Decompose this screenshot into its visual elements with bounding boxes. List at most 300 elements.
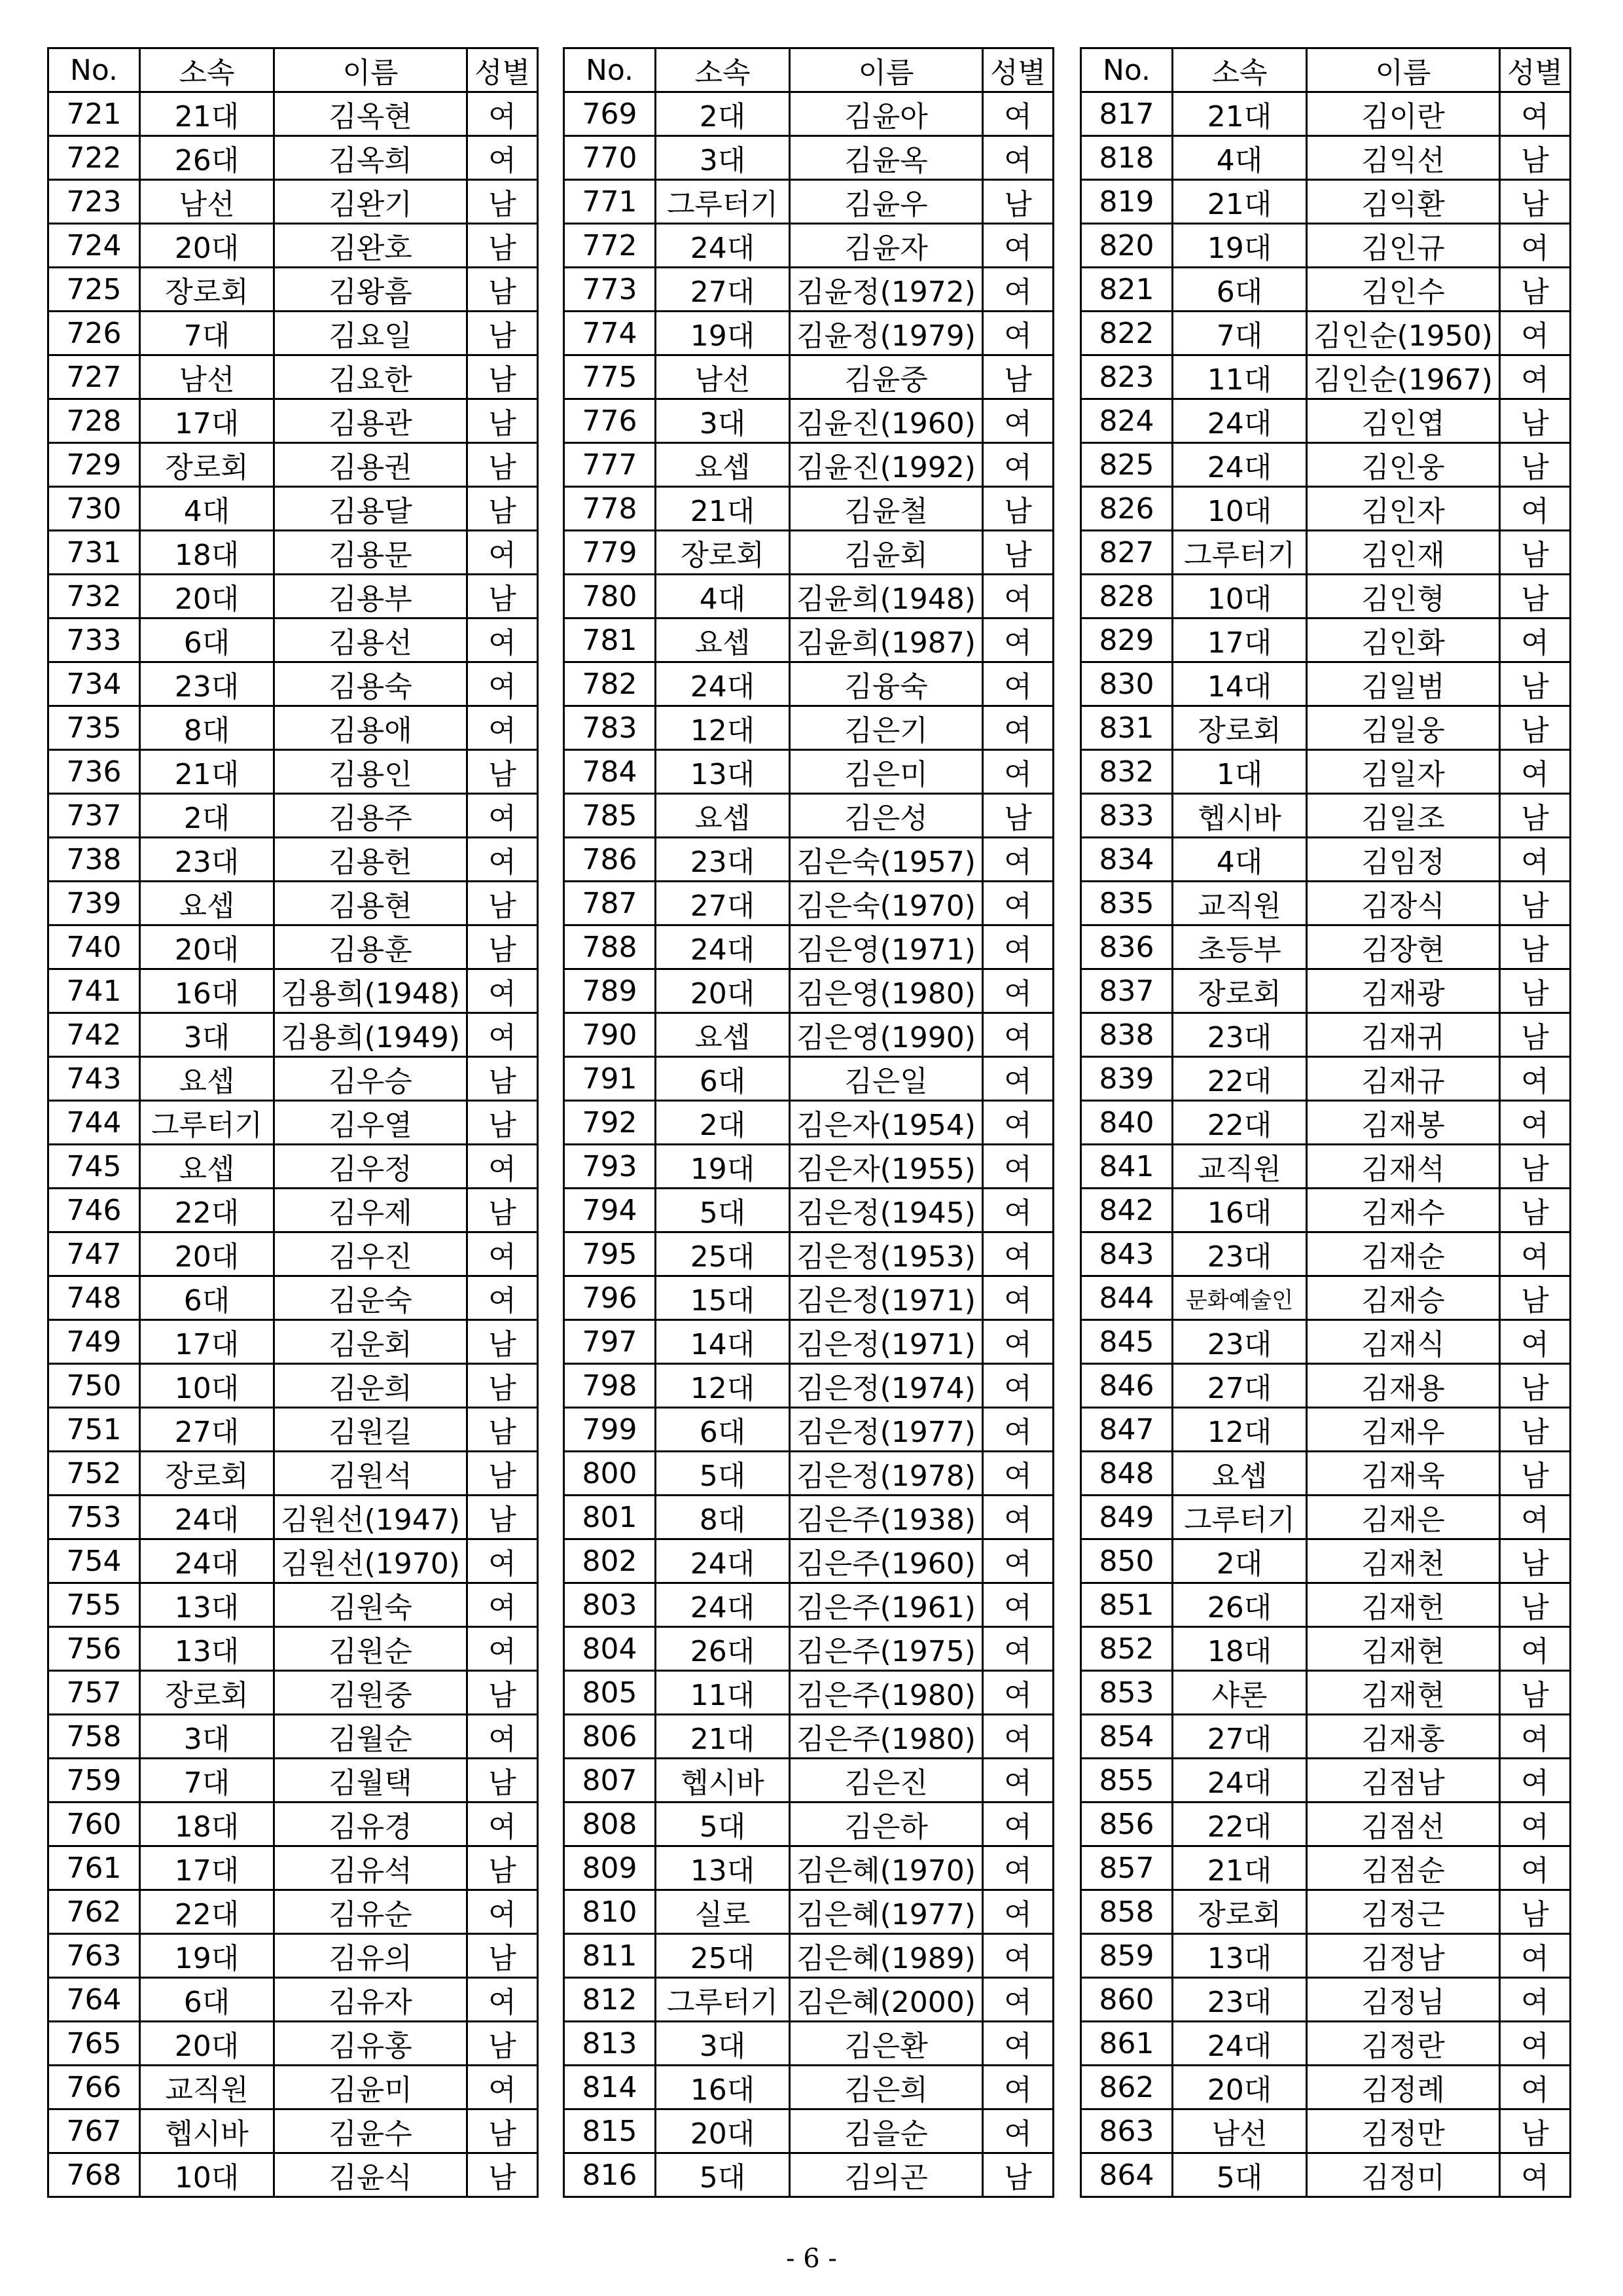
cell-no: 791 [564,1057,656,1101]
table-row [1081,1145,1571,1189]
cell-sex: 여 [467,1803,538,1846]
table-row [48,92,538,136]
cell-name: 김재은 [1307,1496,1500,1539]
table-row [1081,794,1571,838]
header-affiliation: 소속 [1173,48,1307,92]
table-row [48,1627,538,1671]
cell-no: 763 [48,1934,140,1978]
cell-sex: 여 [467,838,538,882]
header-sex: 성별 [467,48,538,92]
cell-no: 725 [48,268,140,312]
table-row [48,1408,538,1452]
cell-affiliation: 4대 [656,575,790,619]
cell-name: 김용부 [274,575,467,619]
table-row [1081,619,1571,662]
cell-affiliation: 21대 [1173,180,1307,224]
cell-name: 김은정(1974) [790,1364,983,1408]
cell-no: 772 [564,224,656,268]
cell-no: 833 [1081,794,1173,838]
table-row [564,882,1054,925]
cell-name: 김완호 [274,224,467,268]
cell-no: 742 [48,1013,140,1057]
cell-sex: 남 [467,1934,538,1978]
cell-sex: 남 [467,1057,538,1101]
table-row [564,1013,1054,1057]
table-row [1081,1803,1571,1846]
cell-name: 김은환 [790,2022,983,2066]
cell-affiliation: 장로회 [1173,706,1307,750]
cell-affiliation: 3대 [140,1715,274,1759]
table-row [48,2153,538,2197]
cell-sex: 남 [1500,1452,1571,1496]
cell-no: 851 [1081,1583,1173,1627]
cell-name: 김장현 [1307,925,1500,969]
table-row [48,1671,538,1715]
cell-affiliation: 25대 [656,1232,790,1276]
cell-no: 837 [1081,969,1173,1013]
table-row [1081,1539,1571,1583]
roster-tables [0,47,1623,2233]
cell-affiliation: 3대 [656,2022,790,2066]
cell-name: 김은주(1961) [790,1583,983,1627]
cell-sex: 남 [1500,443,1571,487]
table-row [48,399,538,443]
cell-affiliation: 5대 [656,1452,790,1496]
cell-affiliation: 2대 [1173,1539,1307,1583]
cell-sex: 남 [467,1452,538,1496]
cell-no: 812 [564,1978,656,2022]
table-row [564,1320,1054,1364]
cell-no: 727 [48,355,140,399]
cell-sex: 남 [467,2109,538,2153]
table-row [1081,487,1571,531]
table-row [564,355,1054,399]
cell-no: 818 [1081,136,1173,180]
cell-affiliation: 26대 [656,1627,790,1671]
cell-affiliation: 2대 [140,794,274,838]
cell-no: 756 [48,1627,140,1671]
cell-name: 김운회 [274,1320,467,1364]
cell-name: 김왕흠 [274,268,467,312]
cell-sex: 남 [1500,882,1571,925]
cell-sex: 남 [467,2022,538,2066]
cell-name: 김을순 [790,2109,983,2153]
cell-affiliation: 헵시바 [140,2109,274,2153]
table-row [48,882,538,925]
cell-sex: 여 [983,1759,1054,1803]
cell-sex: 여 [467,92,538,136]
cell-no: 848 [1081,1452,1173,1496]
cell-no: 826 [1081,487,1173,531]
cell-sex: 여 [983,136,1054,180]
cell-name: 김용관 [274,399,467,443]
cell-name: 김은주(1975) [790,1627,983,1671]
cell-affiliation: 1대 [1173,750,1307,794]
cell-sex: 여 [1500,2066,1571,2109]
cell-no: 860 [1081,1978,1173,2022]
cell-no: 733 [48,619,140,662]
cell-sex: 남 [983,355,1054,399]
cell-no: 765 [48,2022,140,2066]
cell-affiliation: 23대 [1173,1978,1307,2022]
cell-affiliation: 교직원 [1173,882,1307,925]
table-row [564,2022,1054,2066]
cell-sex: 여 [983,1189,1054,1232]
cell-no: 728 [48,399,140,443]
cell-affiliation: 헵시바 [1173,794,1307,838]
header-row [1081,48,1571,92]
cell-no: 856 [1081,1803,1173,1846]
cell-name: 김은영(1990) [790,1013,983,1057]
cell-sex: 여 [983,1627,1054,1671]
cell-affiliation: 6대 [656,1057,790,1101]
cell-affiliation: 요셉 [140,882,274,925]
cell-no: 823 [1081,355,1173,399]
cell-no: 795 [564,1232,656,1276]
cell-no: 819 [1081,180,1173,224]
cell-affiliation: 24대 [1173,443,1307,487]
cell-no: 755 [48,1583,140,1627]
table-row [1081,1846,1571,1890]
cell-name: 김윤정(1972) [790,268,983,312]
table-row [48,1890,538,1934]
table-row [1081,1627,1571,1671]
cell-sex: 여 [983,1671,1054,1715]
cell-sex: 남 [1500,1539,1571,1583]
cell-no: 788 [564,925,656,969]
roster-table-1 [47,47,539,2198]
cell-affiliation: 8대 [656,1496,790,1539]
table-row [564,224,1054,268]
cell-sex: 남 [1500,1145,1571,1189]
table-row [564,399,1054,443]
table-row [48,575,538,619]
table-row [564,1408,1054,1452]
cell-no: 780 [564,575,656,619]
cell-no: 732 [48,575,140,619]
cell-name: 김은성 [790,794,983,838]
cell-name: 김우정 [274,1145,467,1189]
cell-name: 김용훈 [274,925,467,969]
table-row [564,1715,1054,1759]
cell-sex: 여 [1500,1057,1571,1101]
cell-sex: 남 [1500,1890,1571,1934]
cell-name: 김은하 [790,1803,983,1846]
table-row [564,1452,1054,1496]
cell-sex: 남 [467,1320,538,1364]
table-row [1081,1057,1571,1101]
table-row [564,1978,1054,2022]
cell-affiliation: 23대 [1173,1013,1307,1057]
cell-sex: 남 [1500,399,1571,443]
cell-name: 김장식 [1307,882,1500,925]
cell-name: 김유자 [274,1978,467,2022]
cell-no: 835 [1081,882,1173,925]
table-row [564,838,1054,882]
table-row [48,1759,538,1803]
cell-affiliation: 3대 [656,399,790,443]
cell-affiliation: 27대 [656,268,790,312]
cell-sex: 여 [983,1452,1054,1496]
cell-name: 김재승 [1307,1276,1500,1320]
table-row [564,1671,1054,1715]
table-row [564,619,1054,662]
cell-no: 827 [1081,531,1173,575]
cell-sex: 여 [983,1496,1054,1539]
cell-affiliation: 14대 [1173,662,1307,706]
cell-sex: 여 [467,1013,538,1057]
cell-no: 757 [48,1671,140,1715]
cell-affiliation: 27대 [1173,1715,1307,1759]
cell-sex: 남 [467,750,538,794]
cell-name: 김윤중 [790,355,983,399]
cell-affiliation: 장로회 [1173,969,1307,1013]
cell-name: 김일자 [1307,750,1500,794]
cell-sex: 여 [983,92,1054,136]
cell-sex: 남 [1500,2109,1571,2153]
table-row [1081,2022,1571,2066]
cell-affiliation: 26대 [1173,1583,1307,1627]
cell-affiliation: 24대 [1173,1759,1307,1803]
cell-name: 김정남 [1307,1934,1500,1978]
cell-name: 김용권 [274,443,467,487]
cell-no: 805 [564,1671,656,1715]
cell-sex: 남 [467,2153,538,2197]
cell-affiliation: 20대 [140,925,274,969]
table-row [48,180,538,224]
table-row [48,224,538,268]
cell-name: 김윤진(1960) [790,399,983,443]
cell-affiliation: 12대 [656,706,790,750]
cell-name: 김용현 [274,882,467,925]
cell-sex: 여 [467,1715,538,1759]
cell-no: 806 [564,1715,656,1759]
cell-affiliation: 22대 [1173,1057,1307,1101]
table-row [1081,312,1571,355]
cell-affiliation: 요셉 [656,794,790,838]
cell-name: 김옥희 [274,136,467,180]
cell-name: 김윤회 [790,531,983,575]
table-row [1081,2066,1571,2109]
cell-name: 김은혜(1970) [790,1846,983,1890]
cell-no: 863 [1081,2109,1173,2153]
table-row [48,1539,538,1583]
cell-affiliation: 13대 [656,1846,790,1890]
cell-affiliation: 20대 [140,2022,274,2066]
cell-name: 김우진 [274,1232,467,1276]
cell-name: 김우제 [274,1189,467,1232]
cell-no: 785 [564,794,656,838]
table-row [1081,1232,1571,1276]
cell-sex: 남 [467,1189,538,1232]
cell-sex: 여 [983,2109,1054,2153]
cell-sex: 여 [1500,619,1571,662]
table-row [564,531,1054,575]
cell-affiliation: 25대 [656,1934,790,1978]
cell-name: 김정님 [1307,1978,1500,2022]
cell-sex: 여 [1500,1627,1571,1671]
cell-no: 841 [1081,1145,1173,1189]
table-row [564,2066,1054,2109]
cell-affiliation: 10대 [1173,575,1307,619]
cell-name: 김은정(1977) [790,1408,983,1452]
cell-name: 김인순(1950) [1307,312,1500,355]
cell-no: 766 [48,2066,140,2109]
cell-sex: 남 [1500,969,1571,1013]
table-row [1081,1671,1571,1715]
cell-affiliation: 4대 [1173,136,1307,180]
cell-name: 김은주(1980) [790,1715,983,1759]
cell-no: 832 [1081,750,1173,794]
cell-affiliation: 교직원 [1173,1145,1307,1189]
table-row [564,312,1054,355]
table-row [48,531,538,575]
table-row [1081,1452,1571,1496]
table-row [1081,925,1571,969]
cell-affiliation: 남선 [140,180,274,224]
cell-affiliation: 21대 [140,750,274,794]
cell-sex: 여 [1500,312,1571,355]
cell-sex: 남 [1500,531,1571,575]
cell-sex: 여 [1500,750,1571,794]
cell-name: 김옥현 [274,92,467,136]
cell-affiliation: 19대 [1173,224,1307,268]
cell-affiliation: 21대 [656,487,790,531]
cell-name: 김은숙(1957) [790,838,983,882]
cell-affiliation: 18대 [1173,1627,1307,1671]
cell-affiliation: 5대 [1173,2153,1307,2197]
cell-sex: 여 [467,1978,538,2022]
cell-sex: 여 [983,1320,1054,1364]
cell-no: 787 [564,882,656,925]
cell-affiliation: 남선 [140,355,274,399]
cell-sex: 여 [983,399,1054,443]
table-row [48,1452,538,1496]
table-row [48,268,538,312]
cell-name: 김은주(1938) [790,1496,983,1539]
cell-no: 847 [1081,1408,1173,1452]
cell-name: 김원선(1970) [274,1539,467,1583]
cell-sex: 여 [467,1627,538,1671]
table-row [1081,1890,1571,1934]
cell-affiliation: 헵시바 [656,1759,790,1803]
cell-affiliation: 23대 [140,662,274,706]
cell-affiliation: 5대 [656,1189,790,1232]
cell-name: 김인형 [1307,575,1500,619]
cell-no: 760 [48,1803,140,1846]
table-row [1081,706,1571,750]
cell-sex: 남 [467,224,538,268]
cell-affiliation: 요셉 [140,1145,274,1189]
cell-no: 798 [564,1364,656,1408]
table-row [48,1013,538,1057]
cell-affiliation: 10대 [140,2153,274,2197]
cell-name: 김은진 [790,1759,983,1803]
cell-sex: 남 [1500,1408,1571,1452]
cell-sex: 여 [983,1408,1054,1452]
cell-affiliation: 요셉 [1173,1452,1307,1496]
cell-affiliation: 그루터기 [656,1978,790,2022]
table-row [564,1189,1054,1232]
cell-affiliation: 23대 [1173,1232,1307,1276]
table-row [564,1759,1054,1803]
table-row [1081,969,1571,1013]
cell-sex: 남 [1500,1583,1571,1627]
cell-name: 김은미 [790,750,983,794]
cell-no: 857 [1081,1846,1173,1890]
cell-affiliation: 10대 [140,1364,274,1408]
cell-no: 738 [48,838,140,882]
cell-affiliation: 12대 [1173,1408,1307,1452]
cell-sex: 남 [467,882,538,925]
cell-no: 774 [564,312,656,355]
cell-affiliation: 20대 [656,969,790,1013]
cell-no: 810 [564,1890,656,1934]
cell-affiliation: 13대 [140,1627,274,1671]
cell-sex: 남 [467,399,538,443]
table-row [564,1890,1054,1934]
cell-no: 770 [564,136,656,180]
table-row [564,1627,1054,1671]
table-row [48,838,538,882]
cell-affiliation: 5대 [656,1803,790,1846]
cell-no: 761 [48,1846,140,1890]
cell-sex: 여 [467,794,538,838]
cell-sex: 여 [983,750,1054,794]
cell-name: 김인규 [1307,224,1500,268]
header-sex: 성별 [1500,48,1571,92]
cell-affiliation: 11대 [1173,355,1307,399]
cell-name: 김은혜(2000) [790,1978,983,2022]
cell-name: 김재석 [1307,1145,1500,1189]
cell-sex: 여 [467,1276,538,1320]
cell-name: 김인엽 [1307,399,1500,443]
cell-affiliation: 8대 [140,706,274,750]
header-row [564,48,1054,92]
cell-name: 김인재 [1307,531,1500,575]
cell-sex: 여 [1500,1759,1571,1803]
cell-sex: 여 [1500,487,1571,531]
cell-name: 김이란 [1307,92,1500,136]
cell-no: 852 [1081,1627,1173,1671]
cell-name: 김정미 [1307,2153,1500,2197]
header-name: 이름 [790,48,983,92]
cell-no: 735 [48,706,140,750]
cell-affiliation: 요셉 [656,1013,790,1057]
cell-affiliation: 7대 [1173,312,1307,355]
cell-no: 753 [48,1496,140,1539]
cell-sex: 여 [1500,1496,1571,1539]
cell-sex: 남 [1500,662,1571,706]
cell-no: 864 [1081,2153,1173,2197]
table-row [48,1364,538,1408]
cell-name: 김재순 [1307,1232,1500,1276]
cell-affiliation: 17대 [140,399,274,443]
table-row [1081,1408,1571,1452]
header-name: 이름 [274,48,467,92]
cell-no: 817 [1081,92,1173,136]
cell-sex: 남 [1500,925,1571,969]
cell-affiliation: 27대 [656,882,790,925]
cell-sex: 남 [467,1101,538,1145]
cell-sex: 여 [983,575,1054,619]
cell-sex: 남 [1500,706,1571,750]
cell-name: 김은주(1960) [790,1539,983,1583]
cell-name: 김인순(1967) [1307,355,1500,399]
cell-affiliation: 21대 [140,92,274,136]
cell-sex: 여 [467,531,538,575]
cell-no: 771 [564,180,656,224]
